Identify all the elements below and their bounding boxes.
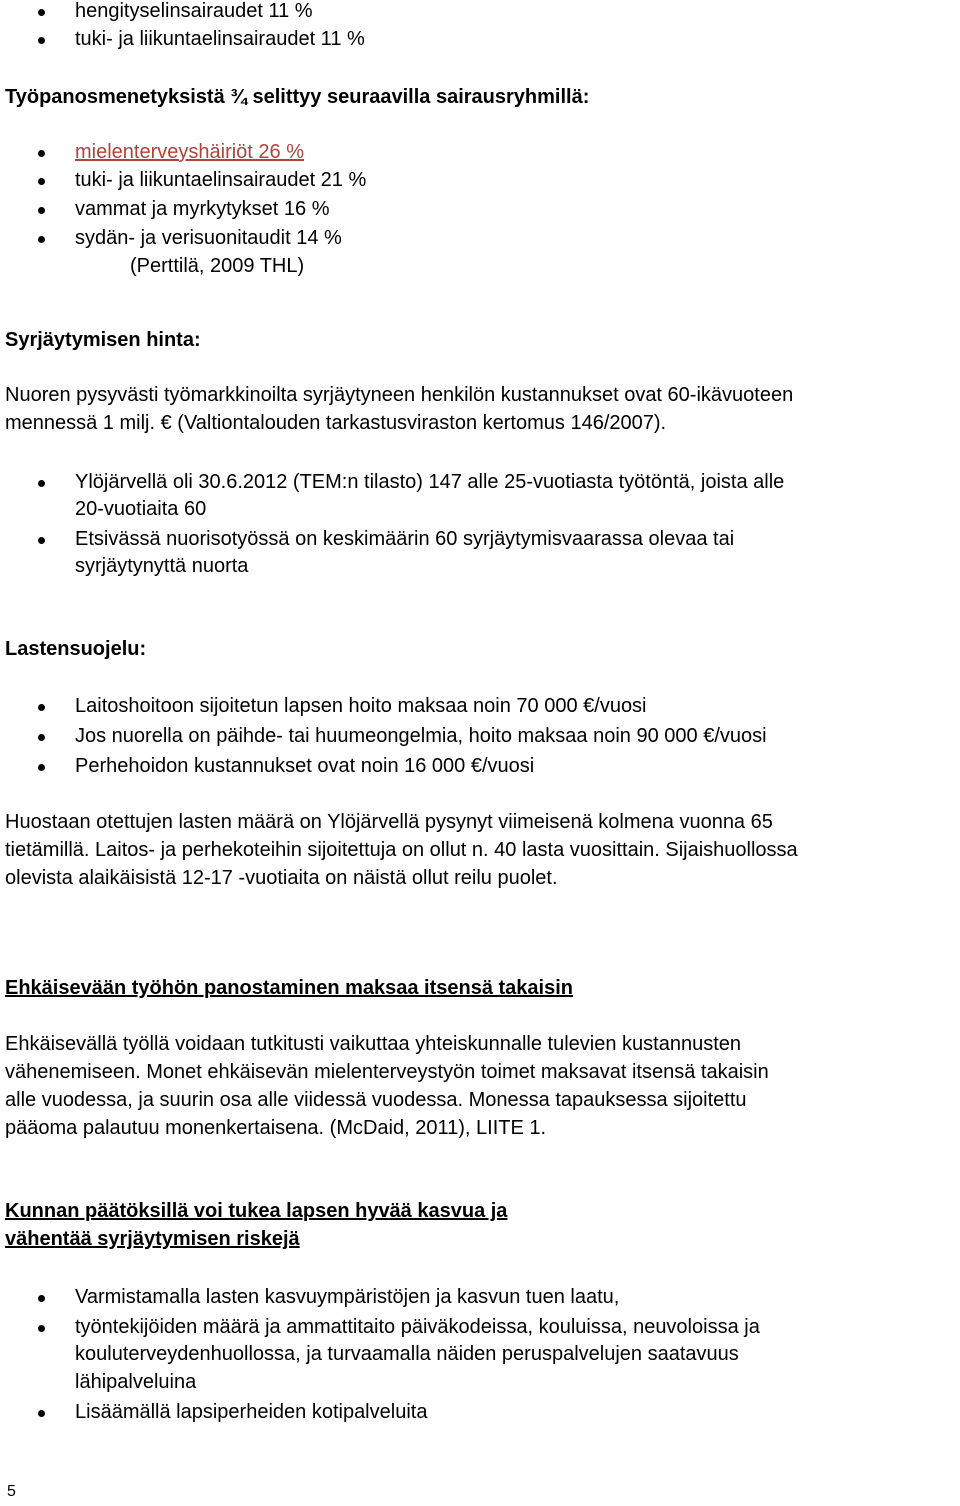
bullet-icon [38, 704, 45, 711]
paragraph-line: vähenemiseen. Monet ehkäisevän mielenterveystyön toimet maksavat itsensä takaisin [5, 1061, 769, 1083]
paragraph-line: tietämillä. Laitos- ja perhekoteihin sijoitettuja on ollut n. 40 lasta vuosittain. Sijaishuollossa [5, 839, 798, 861]
paragraph-line: alle vuodessa, ja suurin osa alle viidessä vuodessa. Monessa tapauksessa sijoitettu [5, 1089, 747, 1111]
list-item-continuation: lähipalveluina [75, 1371, 197, 1393]
list-item: Ylöjärvellä oli 30.6.2012 (TEM:n tilasto) 147 alle 25-vuotiasta työtöntä, joista alle [75, 471, 785, 493]
paragraph-line: olevista alaikäisistä 12-17 -vuotiaita on näistä ollut reilu puolet. [5, 867, 558, 889]
bullet-icon [38, 207, 45, 214]
bullet-icon [38, 236, 45, 243]
bullet-icon [38, 9, 45, 16]
list-item-continuation: kouluterveydenhuollossa, ja turvaamalla näiden peruspalvelujen saatavuus [75, 1343, 739, 1365]
paragraph-line: Nuoren pysyvästi työmarkkinoilta syrjäytyneen henkilön kustannukset ovat 60-ikävuoteen [5, 384, 794, 406]
list-item-link[interactable]: mielenterveyshäiriöt 26 % [75, 141, 304, 163]
list-item: sydän- ja verisuonitaudit 14 % [75, 227, 342, 249]
section-heading-child-welfare: Lastensuojelu: [5, 638, 147, 660]
paragraph-line: pääoma palautuu monenkertaisena. (McDaid, 2011), LIITE 1. [5, 1117, 547, 1139]
bullet-icon [38, 150, 45, 157]
list-item: tuki- ja liikuntaelinsairaudet 21 % [75, 169, 367, 191]
list-item: työntekijöiden määrä ja ammattitaito päiväkodeissa, kouluissa, neuvoloissa ja [75, 1316, 760, 1338]
source-citation: (Perttilä, 2009 THL) [130, 255, 305, 277]
list-item: Jos nuorella on päihde- tai huumeongelmia, hoito maksaa noin 90 000 €/vuosi [75, 725, 767, 747]
section-heading-exclusion: Syrjäytymisen hinta: [5, 329, 201, 351]
bullet-icon [38, 1295, 45, 1302]
list-item: Etsivässä nuorisotyössä on keskimäärin 60 syrjäytymisvaarassa olevaa tai [75, 528, 735, 550]
bullet-icon [38, 1325, 45, 1332]
bullet-icon [38, 37, 45, 44]
list-item: Laitoshoitoon sijoitetun lapsen hoito maksaa noin 70 000 €/vuosi [75, 695, 647, 717]
paragraph-line: Huostaan otettujen lasten määrä on Ylöjärvellä pysynyt viimeisenä kolmena vuonna 65 [5, 811, 773, 833]
bullet-icon [38, 480, 45, 487]
list-item: tuki- ja liikuntaelinsairaudet 11 % [75, 28, 365, 50]
bullet-icon [38, 764, 45, 771]
section-heading-work-input: Työpanosmenetyksistä ¾ selittyy seuraavilla sairausryhmillä: [5, 86, 590, 108]
bullet-icon [38, 734, 45, 741]
list-item: hengityselinsairaudet 11 % [75, 0, 313, 22]
page-number: 5 [7, 1483, 16, 1500]
list-item: Varmistamalla lasten kasvuympäristöjen ja kasvun tuen laatu, [75, 1286, 620, 1308]
list-item: Lisäämällä lapsiperheiden kotipalveluita [75, 1401, 428, 1423]
list-item: vammat ja myrkytykset 16 % [75, 198, 330, 220]
list-item-continuation: syrjäytynyttä nuorta [75, 555, 249, 577]
bullet-icon [38, 178, 45, 185]
section-heading-municipality: Kunnan päätöksillä voi tukea lapsen hyvää kasvua ja [5, 1200, 508, 1222]
paragraph-line: mennessä 1 milj. € (Valtiontalouden tarkastusviraston kertomus 146/2007). [5, 412, 667, 434]
bullet-icon [38, 537, 45, 544]
bullet-icon [38, 1410, 45, 1417]
paragraph-line: Ehkäisevällä työllä voidaan tutkitusti vaikuttaa yhteiskunnalle tulevien kustannusten [5, 1033, 741, 1055]
list-item-continuation: 20-vuotiaita 60 [75, 498, 207, 520]
section-heading-municipality-continuation: vähentää syrjäytymisen riskejä [5, 1228, 300, 1250]
list-item: Perhehoidon kustannukset ovat noin 16 000 €/vuosi [75, 755, 535, 777]
section-heading-prevention: Ehkäisevään työhön panostaminen maksaa itsensä takaisin [5, 977, 574, 999]
